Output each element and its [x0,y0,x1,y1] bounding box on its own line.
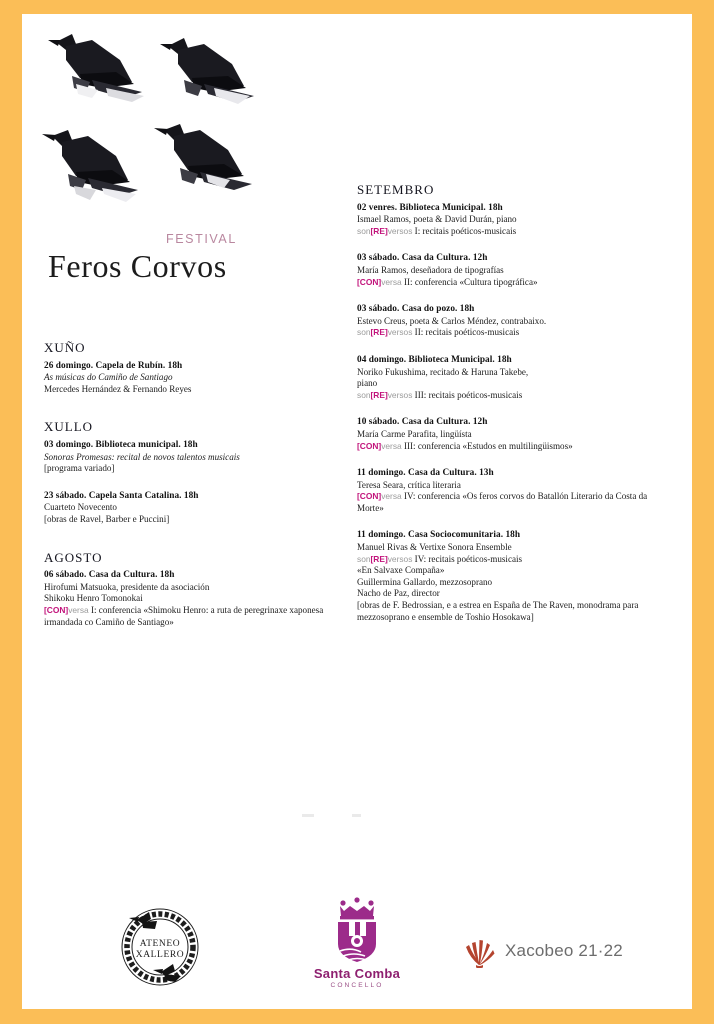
tag-suffix: versa [381,491,402,502]
event-headline: 03 domingo. Biblioteca municipal. 18h [44,439,198,450]
tag-suffix: versa [381,440,402,451]
event-headline: 11 domingo. Casa da Cultura. 13h [357,468,494,479]
event-headline: 02 venres. Biblioteca Municipal. 18h [357,202,503,213]
program-event [357,304,667,339]
tag-bracket: [CON] [357,440,382,451]
program-event [357,417,667,452]
ateneo-label-line2: XALLERO [135,950,185,960]
event-line: Hirofumi Matsuoka, presidente da asociación [44,581,210,592]
event-line: Cuarteto Novecento [44,502,117,513]
santa-comba-name: Santa Comba [313,966,401,981]
tag-prefix: son [357,225,371,236]
program-column-left [44,342,344,644]
festival-kicker: FESTIVAL [166,232,237,246]
tag-suffix: versa [68,604,89,615]
tag-prefix: son [357,553,371,564]
event-headline: 03 sábado. Casa da Cultura. 12h [357,253,488,264]
program-event [357,530,667,623]
event-headline: 04 domingo. Biblioteca Municipal. 18h [357,354,512,365]
tag-bracket: [RE] [370,389,388,400]
tag-bracket: [RE] [370,327,388,338]
event-line: Mercedes Hernández & Fernando Reyes [44,383,192,394]
event-line: Manuel Rivas & Vertixe Sonora Ensemble [357,542,512,553]
event-tag [357,491,667,514]
month-heading: XUÑO [44,340,86,355]
tag-suffix: versos [387,327,413,338]
event-line: Nacho de Paz, director [357,588,440,599]
tag-bracket: [CON] [357,276,382,287]
tag-bracket: [CON] [44,604,69,615]
decorative-mark [352,814,361,817]
month-heading: XULLO [44,419,94,435]
event-note: [obras de F. Bedrossian, e a estrea en España de The Raven, monodrama para mezzosoprano e ensemble de Toshio Hosokawa] [357,600,639,622]
event-tag [357,327,667,339]
santa-comba-crest-icon [327,894,387,964]
ateneo-xallero-logo [100,902,220,993]
origami-crows-illustration [40,26,260,216]
event-line: piano [357,378,378,389]
tag-description: IV: recitais poéticos-musicais [412,553,523,564]
tag-description: I: conferencia «Shimoku Henro: a ruta de peregrinaxe xaponesa irmandada co Camiño de Santiago» [44,604,324,627]
program-event [357,355,667,401]
program-event [44,440,344,475]
tag-bracket: [CON] [357,491,382,502]
event-tag [357,277,667,289]
crow-icon [150,118,254,210]
program-event [357,203,667,238]
crow-icon [46,26,150,118]
event-line: María Ramos, deseñadora de tipografías [357,264,504,275]
xacobeo-text: Xacobeo 21·22 [505,941,623,960]
event-tag [44,605,344,628]
event-line: Teresa Seara, crítica literaria [357,479,461,490]
program-event [357,468,667,514]
event-line: Guillermina Gallardo, mezzosoprano [357,576,493,587]
tag-description: I: recitais poéticos-musicais [412,225,517,236]
event-subtitle: Sonoras Promesas: recital de novos talentos musicais [44,451,240,462]
event-line: [programa variado] [44,463,115,474]
tag-suffix: versos [387,389,413,400]
event-tag [357,226,667,238]
event-line: Noriko Fukushima, recitado & Haruna Takebe, [357,366,529,377]
event-line: Shikoku Henro Tomonokai [44,593,143,604]
tag-suffix: versos [387,225,413,236]
program-event [357,253,667,288]
sponsor-logos [22,894,692,1004]
tag-suffix: versa [381,276,402,287]
tag-description: III: conferencia «Estudos en multilingüismos» [401,440,573,451]
ateneo-label-line1: ATENEO [139,939,181,949]
tag-bracket: [RE] [370,553,388,564]
event-line: Ismael Ramos, poeta & David Durán, piano [357,214,517,225]
event-headline: 03 sábado. Casa do pozo. 18h [357,304,475,315]
tag-description: II: conferencia «Cultura tipográfica» [401,276,538,287]
month-heading: SETEMBRO [357,182,435,197]
page-title: Feros Corvos [48,248,227,284]
program-event [44,570,344,628]
event-line: Estevo Creus, poeta & Carlos Méndez, contrabaixo. [357,315,547,326]
program-column-right [357,184,667,639]
event-line: [obras de Ravel, Barber e Puccini] [44,513,170,524]
crow-icon [40,122,144,214]
tag-prefix: son [357,389,371,400]
event-tag [357,554,667,566]
event-tag [357,390,667,402]
month-heading: AGOSTO [44,549,103,565]
program-event [44,361,344,396]
poster-canvas [22,14,692,1009]
event-headline: 06 sábado. Casa da Cultura. 18h [44,570,175,581]
xacobeo-logo [462,934,672,968]
event-headline: 26 domingo. Capela de Rubín. 18h [44,360,183,371]
scallop-shell-icon [462,934,496,968]
program-event [44,491,344,526]
tag-prefix: son [357,327,371,338]
event-line: María Carme Parafita, lingüísta [357,428,472,439]
event-headline: 11 domingo. Casa Sociocomunitaria. 18h [357,530,521,541]
event-tag [357,441,667,453]
tag-description: III: recitais poéticos-musicais [412,389,523,400]
event-line: «En Salvaxe Compaña» [357,565,445,576]
santa-comba-sub: CONCELLO [330,982,384,989]
santa-comba-logo [297,894,417,989]
tag-description: IV: conferencia «Os feros corvos do Batallón Literario da Costa da Morte» [357,491,648,513]
tag-bracket: [RE] [370,225,388,236]
tag-suffix: versos [387,553,413,564]
event-headline: 10 sábado. Casa da Cultura. 12h [357,417,488,428]
decorative-mark [302,814,314,817]
event-headline: 23 sábado. Capela Santa Catalina. 18h [44,490,199,501]
tag-description: II: recitais poéticos-musicais [412,327,520,338]
event-subtitle: As músicas do Camiño de Santiago [44,372,173,383]
crow-icon [154,32,258,124]
